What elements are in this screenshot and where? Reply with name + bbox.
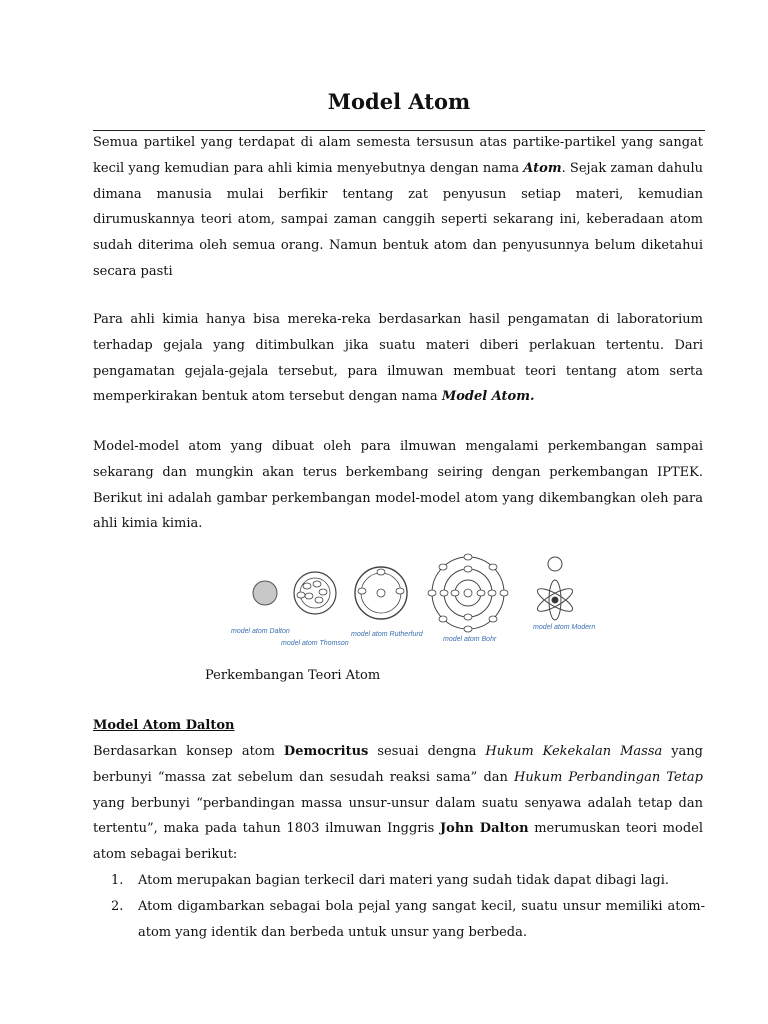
intro-paragraph-2: [93, 307, 703, 410]
dalton-label: model atom Dalton: [231, 628, 290, 635]
law-proportion-term: Hukum Perbandingan Tetap: [514, 769, 704, 785]
modern-label: model atom Modern: [533, 624, 596, 631]
atom-models-figure: [203, 550, 623, 650]
rutherford-label: model atom Rutherfurd: [351, 631, 423, 638]
figure-caption: Perkembangan Teori Atom: [205, 668, 381, 683]
thomson-model-drawing: [294, 572, 336, 614]
list-number: 2.: [111, 898, 124, 914]
text-run: yang berbunyi “massa zat sebelum dan sesudah reaksi sama” dan: [93, 744, 704, 785]
text-run: Semua partikel yang terdapat di alam semesta tersusun atas partike-partikel yang sangat kecil yang kemudian para ahli kimia menyebutnya dengan nama: [93, 135, 703, 176]
text-run: sesuai dengna: [368, 744, 486, 759]
list-item: [93, 868, 705, 894]
dalton-paragraph: [93, 739, 703, 868]
text-run: Berdasarkan konsep atom: [93, 744, 284, 759]
text-run: yang berbunyi “perbandingan massa unsur-unsur dalam suatu senyawa adalah tetap dan tertentu”, maka pada tahun 1803 ilmuwan Inggris: [93, 795, 703, 837]
dalton-postulates-list: [93, 868, 705, 945]
model-atom-term: Model Atom.: [441, 389, 535, 405]
thomson-label: model atom Thomson: [281, 640, 349, 647]
rutherford-model-drawing: [355, 567, 407, 619]
bohr-model-drawing: [428, 554, 508, 632]
modern-model-drawing: [535, 557, 576, 620]
john-dalton-term: John Dalton: [440, 821, 529, 837]
list-item-text: Atom merupakan bagian terkecil dari materi yang sudah tidak dapat dibagi lagi.: [138, 873, 669, 888]
atom-models-illustration: [203, 550, 623, 650]
section-heading: Model Atom Dalton: [93, 718, 235, 733]
law-conservation-term: Hukum Kekekalan Massa: [485, 744, 663, 759]
bohr-label: model atom Bohr: [443, 636, 497, 643]
text-run: Para ahli kimia hanya bisa mereka-reka berdasarkan hasil pengamatan di laboratorium terhadap gejala yang ditimbulkan jika suatu materi diberi perlakuan tertentu. Dari pengamatan gejala-gejala tersebut, para ilmuwan membuat teori tentang atom serta memperkirakan bentuk atom tersebut dengan nama: [93, 312, 703, 405]
list-number: 1.: [111, 873, 124, 888]
atom-term: Atom: [523, 160, 562, 176]
text-run: merumuskan teori model atom sebagai berikut:: [93, 821, 704, 863]
intro-paragraph-1: [93, 130, 703, 285]
intro-paragraph-3: Model-model atom yang dibuat oleh para ilmuwan mengalami perkembangan sampai sekarang dan mungkin akan terus berkembang seiring dengan perkembangan IPTEK. Berikut ini adalah gambar perkembangan model-model atom yang dikembangkan oleh para ahli kimia kimia.: [93, 439, 703, 532]
list-item: [93, 894, 705, 946]
list-item-text: Atom digambarkan sebagai bola pejal yang sangat kecil, suatu unsur memiliki atom-atom yang identik dan berbeda untuk unsur yang berbeda.: [138, 898, 705, 940]
page-title: Model Atom: [327, 89, 471, 114]
democritus-term: Democritus: [283, 744, 369, 759]
dalton-model-drawing: [253, 581, 277, 605]
text-run: . Sejak zaman dahulu dimana manusia mulai berfikir tentang zat penyusun setiap materi, kemudian dirumuskannya teori atom, sampai zaman canggih seperti sekarang ini, keberadaan atom sudah diterima oleh semua orang. Namun bentuk atom dan penyusunnya belum diketahui secara pasti: [93, 160, 704, 279]
